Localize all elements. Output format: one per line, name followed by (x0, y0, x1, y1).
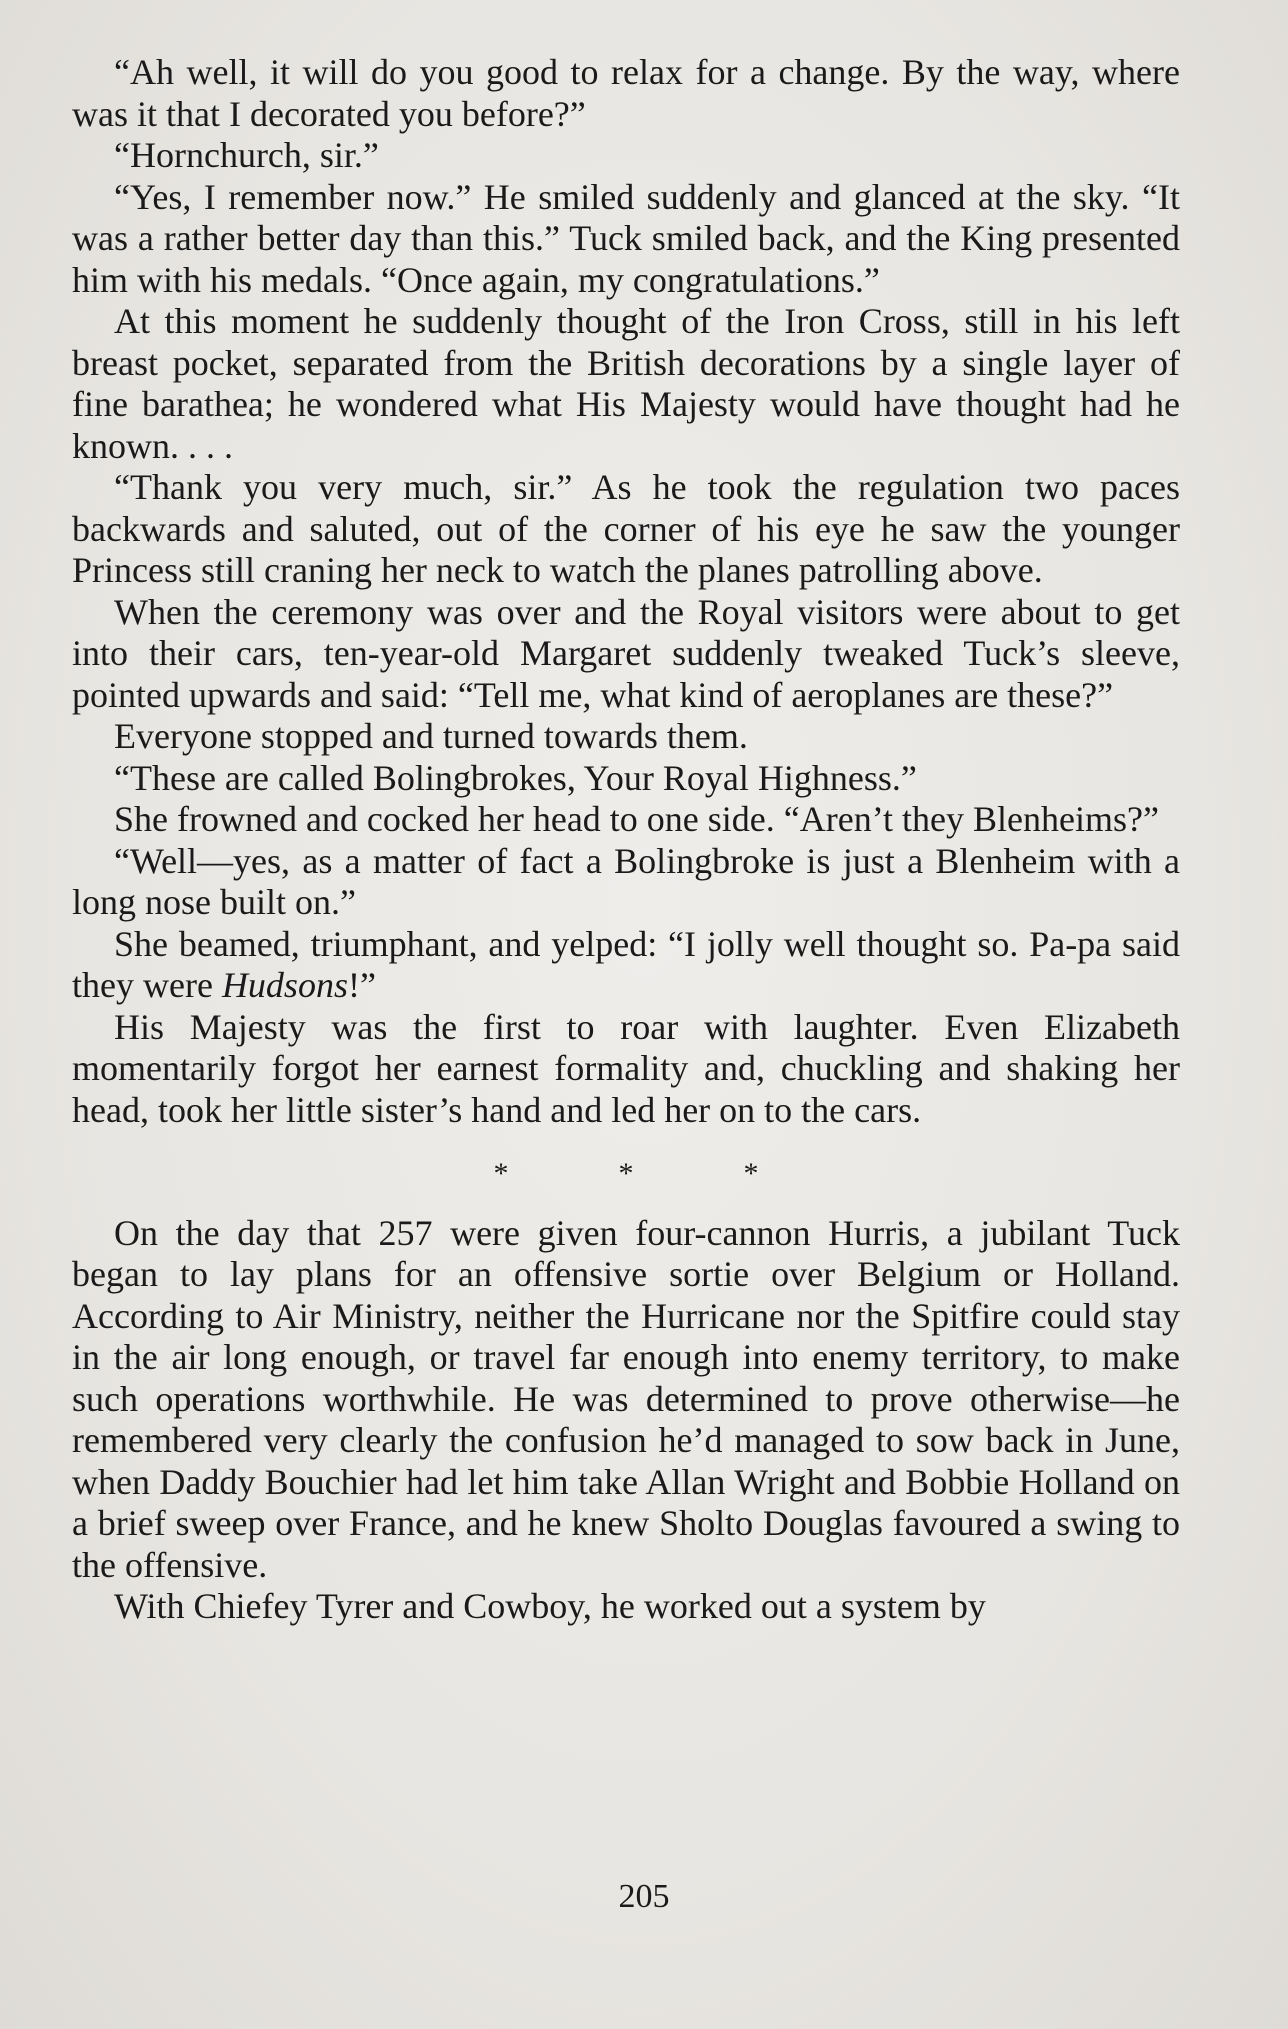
paragraph: Everyone stopped and turned towards them. (114, 716, 748, 756)
paragraph: At this moment he suddenly thought of the Iron Cross, still in his left breast pocket, separated from the British decorations by a single layer of fine barathea; he wondered what His Majesty would have thought had he known. . . . (72, 301, 1180, 466)
paragraph-text: She beamed, triumphant, and yelped: “I jolly well thought so. Pa-pa said they were (72, 923, 1180, 1005)
separator-star: * (493, 1157, 509, 1190)
separator-star: * (618, 1157, 634, 1190)
paragraph: His Majesty was the first to roar with laughter. Even Elizabeth momentarily forgot her earnest formality and, chuckling and shaking her head, took her little sister’s hand and led her on to the cars. (72, 1006, 1180, 1130)
italic-text: Hudsons (221, 965, 348, 1005)
body-text (72, 52, 1180, 1628)
paragraph: When the ceremony was over and the Royal visitors were about to get into their cars, ten-year-old Margaret suddenly tweaked Tuck’s sleeve, pointed upwards and said: “Tell me, what kind of aeroplanes are these?” (72, 591, 1180, 715)
paragraph: “Well—yes, as a matter of fact a Bolingbroke is just a Blenheim with a long nose built on.” (72, 840, 1180, 922)
paragraph: “Yes, I remember now.” He smiled suddenly and glanced at the sky. “It was a rather better day than this.” Tuck smiled back, and the King presented him with his medals. “Once again, my congratulations.” (72, 176, 1180, 300)
section-separator (72, 1153, 1180, 1195)
paragraph: “Thank you very much, sir.” As he took the regulation two paces backwards and saluted, out of the corner of his eye he saw the younger Princess still craning her neck to watch the planes patrolling above. (72, 467, 1180, 590)
paragraph: She frowned and cocked her head to one side. “Aren’t they Blenheims?” (114, 799, 1159, 839)
separator-star: * (743, 1157, 759, 1190)
paragraph: On the day that 257 were given four-cannon Hurris, a jubilant Tuck began to lay plans for an offensive sortie over Belgium or Holland. According to Air Ministry, neither the Hurricane nor the Spitfire could stay in the air long enough, or travel far enough into enemy territory, to make such operations worthwhile. He was determined to prove otherwise—he remembered very clearly the confusion he’d managed to sow back in June, when Daddy Bouchier had let him take Allan Wright and Bobbie Holland on a brief sweep over France, and he knew Sholto Douglas favoured a swing to the offensive. (72, 1212, 1180, 1585)
paragraph: “These are called Bolingbrokes, Your Royal Highness.” (114, 757, 917, 798)
paragraph (72, 924, 1180, 1007)
paragraph: “Hornchurch, sir.” (114, 135, 379, 175)
paragraph: “Ah well, it will do you good to relax for a change. By the way, where was it that I decorated you before?” (72, 52, 1180, 134)
paragraph-text: !” (347, 965, 376, 1005)
page-number: 205 (618, 1878, 670, 1915)
paragraph: With Chiefey Tyrer and Cowboy, he worked out a system by (114, 1586, 986, 1626)
